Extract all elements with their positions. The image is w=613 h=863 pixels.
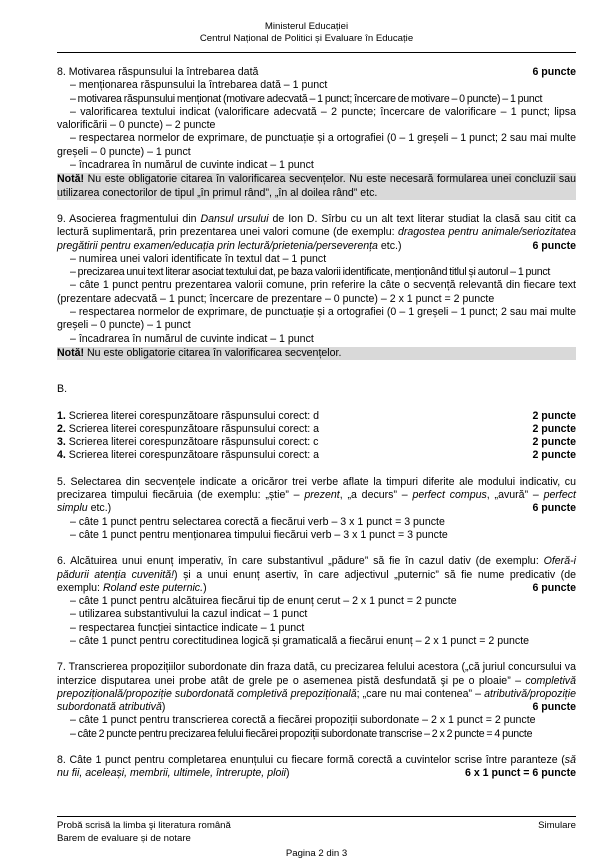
text-run: Scrierea literei corespunzătoare răspunsului corect: a — [65, 449, 320, 462]
note-banner — [57, 173, 576, 200]
scoring-item — [57, 476, 576, 542]
text-run: Scrierea literei corespunzătoare răspunsului corect: a — [65, 422, 320, 435]
text-run: – câte 2 puncte pentru precizarea felului fiecărei propoziții subordonate transcrise – 2 x 2 puncte = 4 puncte — [70, 727, 533, 740]
text-run: – respectarea normelor de exprimare, de punctuație și a ortografiei (0 – 1 greșeli – 1 punct; 2 sau mai multe greșeli – 0 puncte) – 1 punct — [57, 132, 576, 158]
sub-criterion — [57, 728, 576, 741]
text-run: Dansul ursului — [200, 212, 269, 225]
text-run: 9. Asocierea fragmentului din — [57, 212, 201, 225]
text-run: completivă prepozițională/propoziție subordonată completivă prepozițională — [57, 674, 576, 700]
text-run: 5. Selectarea din secvențele indicate a oricăror trei verbe aflate la timpuri diferite ale modului indicativ, cu precizarea timpului fiecăruia (de exemplu: „știe” – — [57, 475, 576, 502]
sub-criterion — [57, 253, 576, 266]
sub-criterion — [57, 266, 576, 279]
answer-text — [57, 449, 319, 462]
text-run: – numirea unei valori identificate în textul dat – 1 punct — [70, 252, 327, 265]
text-run: – câte 1 punct pentru alcătuirea fiecărui tip de enunț cerut – 2 x 1 punct = 2 puncte — [70, 595, 457, 608]
text-run: – menționarea răspunsului la întrebarea dată – 1 punct — [70, 79, 328, 92]
text-run: – câte 1 punct pentru prezentarea valorii comune, prin referire la câte o secvență relevantă din fiecare text (prezentare adecvată – 1 punct; încercare de prezentare – 0 puncte) – 2 x 1 punct = 2 puncte — [57, 279, 576, 305]
answer-row — [57, 436, 576, 449]
text-run: – valorificarea textului indicat (valorificare adecvată – 2 puncte; încercare de valorificare – 1 punct; lipsa valorificării – 0 puncte) – 2 puncte — [57, 105, 576, 132]
answer-row — [57, 423, 576, 436]
text-run: Roland este puternic. — [102, 581, 204, 594]
text-run: etc.) — [87, 502, 112, 515]
text-run: 8. Motivarea răspunsului la întrebarea dată — [57, 66, 259, 78]
sub-criterion — [57, 635, 576, 648]
sub-criterion — [57, 333, 576, 346]
text-run: Oferă-i pădurii atenția cuvenită! — [57, 555, 576, 581]
scoring-item — [57, 66, 576, 200]
points-value: 6 puncte — [526, 502, 576, 515]
text-run: Nu este obligatorie citarea în valorificarea secvențelor. — [84, 346, 342, 359]
answer-row — [57, 449, 576, 462]
sub-criterion — [57, 516, 576, 529]
text-run: ) — [286, 767, 290, 780]
text-run: 6. Alcătuirea unui enunț imperativ, în care substantivul „pădure” să fie în cazul dativ (de exemplu: — [57, 555, 544, 568]
points-value: 2 puncte — [532, 409, 576, 422]
sub-criterion — [57, 608, 576, 621]
points-value: 2 puncte — [532, 422, 576, 435]
scoring-item — [57, 555, 576, 648]
sub-criterion — [57, 595, 576, 608]
sub-criterion — [57, 306, 576, 333]
text-run: , „avură” – — [486, 489, 544, 502]
footer-page-number: Pagina 2 din 3 — [285, 847, 348, 859]
sub-criterion — [57, 622, 576, 635]
text-run: Nu este obligatorie citarea în valorificarea secvențelor. Nu este necesară formularea unei concluzii sau utilizarea conectorilor de tipul „în primul rând”, „în al doilea rând” etc. — [57, 173, 576, 199]
item-stem — [57, 661, 576, 714]
points-value: 6 x 1 punct = 6 puncte — [459, 767, 576, 780]
text-run: – precizarea unui text literar asociat textului dat, pe baza valorii identificate, menționând titlul și autorul – 1 punct — [70, 266, 551, 279]
text-run: Scrierea literei corespunzătoare răspunsului corect: c — [65, 436, 319, 449]
text-run: perfect compus — [412, 489, 487, 502]
text-run: atributivă/propoziție subordonată atributivă — [57, 687, 576, 714]
footer-exam-title: Probă scrisă la limba şi literatura română — [57, 820, 231, 831]
text-run: prezent — [304, 489, 340, 502]
text-run: ; „care nu mai contenea” – — [356, 687, 485, 700]
header-rule — [57, 52, 576, 53]
footer-document-title: Barem de evaluare și de notare — [57, 832, 191, 844]
item-stem — [57, 66, 576, 79]
text-run: 4. — [57, 449, 66, 462]
answer-text — [57, 410, 319, 423]
points-value: 6 puncte — [526, 582, 576, 595]
scoring-item — [57, 661, 576, 741]
text-run: ) și a unui enunț asertiv, în care adjectivul „puternic” să fie nume predicativ (de exemplu: — [57, 568, 576, 594]
text-run: dragostea pentru animale/seriozitatea pregătirii pentru examen/educația prin lectură/prietenia/perseverența — [57, 226, 576, 252]
text-run: – câte 1 punct pentru menționarea timpului fiecărui verb – 3 x 1 punct = 3 puncte — [70, 528, 448, 541]
footer-session-label: Simulare — [538, 820, 576, 831]
text-run: – câte 1 punct pentru selectarea corectă a fiecărui verb – 3 x 1 punct = 3 puncte — [70, 515, 445, 528]
note-banner — [57, 347, 576, 360]
text-run: – respectarea normelor de exprimare, de punctuație și a ortografiei (0 – 1 greșeli – 1 punct; 2 sau mai multe greșeli – 0 puncte) – 1 punct — [57, 306, 576, 332]
sub-criterion — [57, 714, 576, 727]
page-header — [0, 0, 613, 45]
text-run: 1. — [57, 409, 66, 422]
sub-criterion — [57, 279, 576, 306]
text-run: – motivarea răspunsului menționat (motivare adecvată – 1 punct; încercare de motivare – 0 puncte) – 1 punct — [70, 92, 543, 105]
footer-row — [57, 820, 576, 833]
page-footer — [57, 816, 576, 860]
sub-criterion — [57, 529, 576, 542]
answer-list — [57, 410, 576, 463]
points-value: 2 puncte — [532, 436, 576, 449]
sub-criterion — [57, 93, 576, 106]
sub-criterion — [57, 106, 576, 133]
text-run: etc.) — [377, 239, 402, 252]
section-label: B. — [57, 383, 68, 396]
item-stem — [57, 754, 576, 781]
text-run: – câte 1 punct pentru corectitudinea logică și gramaticală a fiecărui enunț – 2 x 1 punct = 2 puncte — [70, 634, 530, 647]
text-run: , „a decurs” – — [339, 489, 413, 502]
text-run: să nu fii, aceleași, membrii, ultimele, întrerupte, ploii — [57, 754, 576, 780]
text-run: 2. — [57, 422, 66, 435]
text-run: de Ion D. Sîrbu cu un alt text literar studiat la clasă sau citit ca lectură suplimentară, prin prezentarea unei valori comune (de exemplu: — [57, 212, 576, 239]
points-value: 6 puncte — [526, 240, 576, 253]
text-run: – utilizarea substantivului la cazul indicat – 1 punct — [70, 608, 308, 621]
points-value: 2 puncte — [532, 449, 576, 462]
sub-criterion — [57, 159, 576, 172]
text-run: ) — [161, 701, 166, 714]
sub-criterion — [57, 79, 576, 92]
text-run: – câte 1 punct pentru transcrierea corectă a fiecărei propoziții subordonate – 2 x 1 punct = 2 puncte — [70, 714, 536, 727]
text-run: Scrierea literei corespunzătoare răspunsului corect: d — [65, 409, 320, 422]
text-run: – încadrarea în numărul de cuvinte indicat – 1 punct — [70, 159, 314, 172]
header-org-line2: Centrul Național de Politici și Evaluare în Educație — [199, 33, 414, 44]
item-stem — [57, 476, 576, 516]
text-run: 7. Transcrierea propozițiilor subordonate din fraza dată, cu precizarea felului acestora („că juriul concursului va interzice disputarea unei probe atât de grele pe o asemenea pistă desfundată şi pe o ploaie” – — [57, 661, 576, 687]
text-run: perfect simplu — [57, 489, 576, 515]
header-org-line1: Ministerul Educației — [264, 21, 349, 32]
text-run: Notă! — [57, 346, 85, 359]
points-value: 6 puncte — [526, 66, 576, 79]
scoring-item — [57, 213, 576, 360]
text-run: 8. Câte 1 punct pentru completarea enunțului cu fiecare formă corectă a cuvintelor scrise între paranteze ( — [57, 754, 565, 767]
text-run: – încadrarea în numărul de cuvinte indicat – 1 punct — [70, 332, 314, 345]
answer-text — [57, 436, 318, 449]
text-run: 3. — [57, 436, 66, 449]
answer-text — [57, 423, 319, 436]
document-body — [0, 66, 613, 781]
text-run: – respectarea funcției sintactice indicate – 1 punct — [70, 621, 305, 634]
answer-row — [57, 410, 576, 423]
item-stem — [57, 213, 576, 253]
text-run: Notă! — [57, 173, 85, 186]
text-run: ) — [203, 581, 207, 594]
item-stem — [57, 555, 576, 595]
sub-criterion — [57, 132, 576, 159]
points-value: 6 puncte — [526, 701, 576, 714]
scoring-item — [57, 754, 576, 781]
